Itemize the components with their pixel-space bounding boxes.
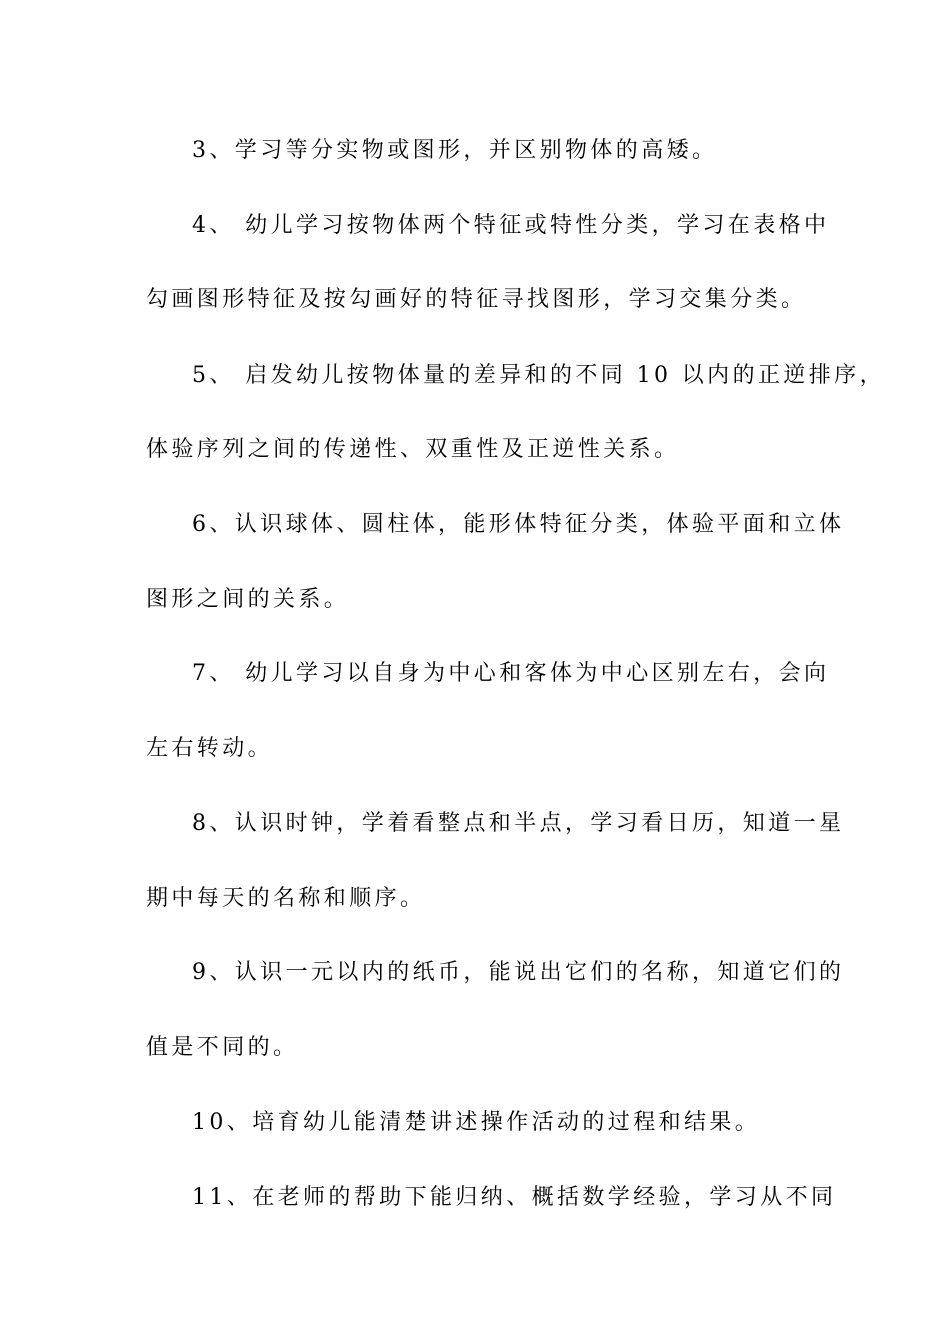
item-11-line-1: 11、在老师的帮助下能归纳、概括数学经验，学习从不同	[192, 1185, 837, 1210]
item-6-line-2: 图形之间的关系。	[146, 587, 350, 612]
item-9-line-2: 值是不同的。	[146, 1035, 299, 1060]
item-7-line-1: 7、 幼儿学习以自身为中心和客体为中心区别左右，会向	[192, 661, 830, 686]
item-4-line-2: 勾画图形特征及按勾画好的特征寻找图形，学习交集分类。	[146, 287, 807, 312]
item-7-line-2: 左右转动。	[146, 736, 274, 761]
item-8-line-2: 期中每天的名称和顺序。	[146, 886, 426, 911]
item-5-line-1: 5、 启发幼儿按物体量的差异和的不同 10 以内的正逆排序，	[192, 363, 885, 388]
item-3-line-1: 3、学习等分实物或图形，并区别物体的高矮。	[192, 138, 718, 163]
item-4-line-1: 4、 幼儿学习按物体两个特征或特性分类，学习在表格中	[192, 213, 830, 238]
item-8-line-1: 8、认识时钟，学着看整点和半点，学习看日历，知道一星	[192, 811, 845, 836]
item-6-line-1: 6、认识球体、圆柱体，能形体特征分类，体验平面和立体	[192, 512, 845, 537]
item-9-line-1: 9、认识一元以内的纸币，能说出它们的名称，知道它们的	[192, 960, 845, 985]
item-5-line-2: 体验序列之间的传递性、双重性及正逆性关系。	[146, 437, 680, 462]
item-10-line-1: 10、培育幼儿能清楚讲述操作活动的过程和结果。	[192, 1110, 761, 1135]
